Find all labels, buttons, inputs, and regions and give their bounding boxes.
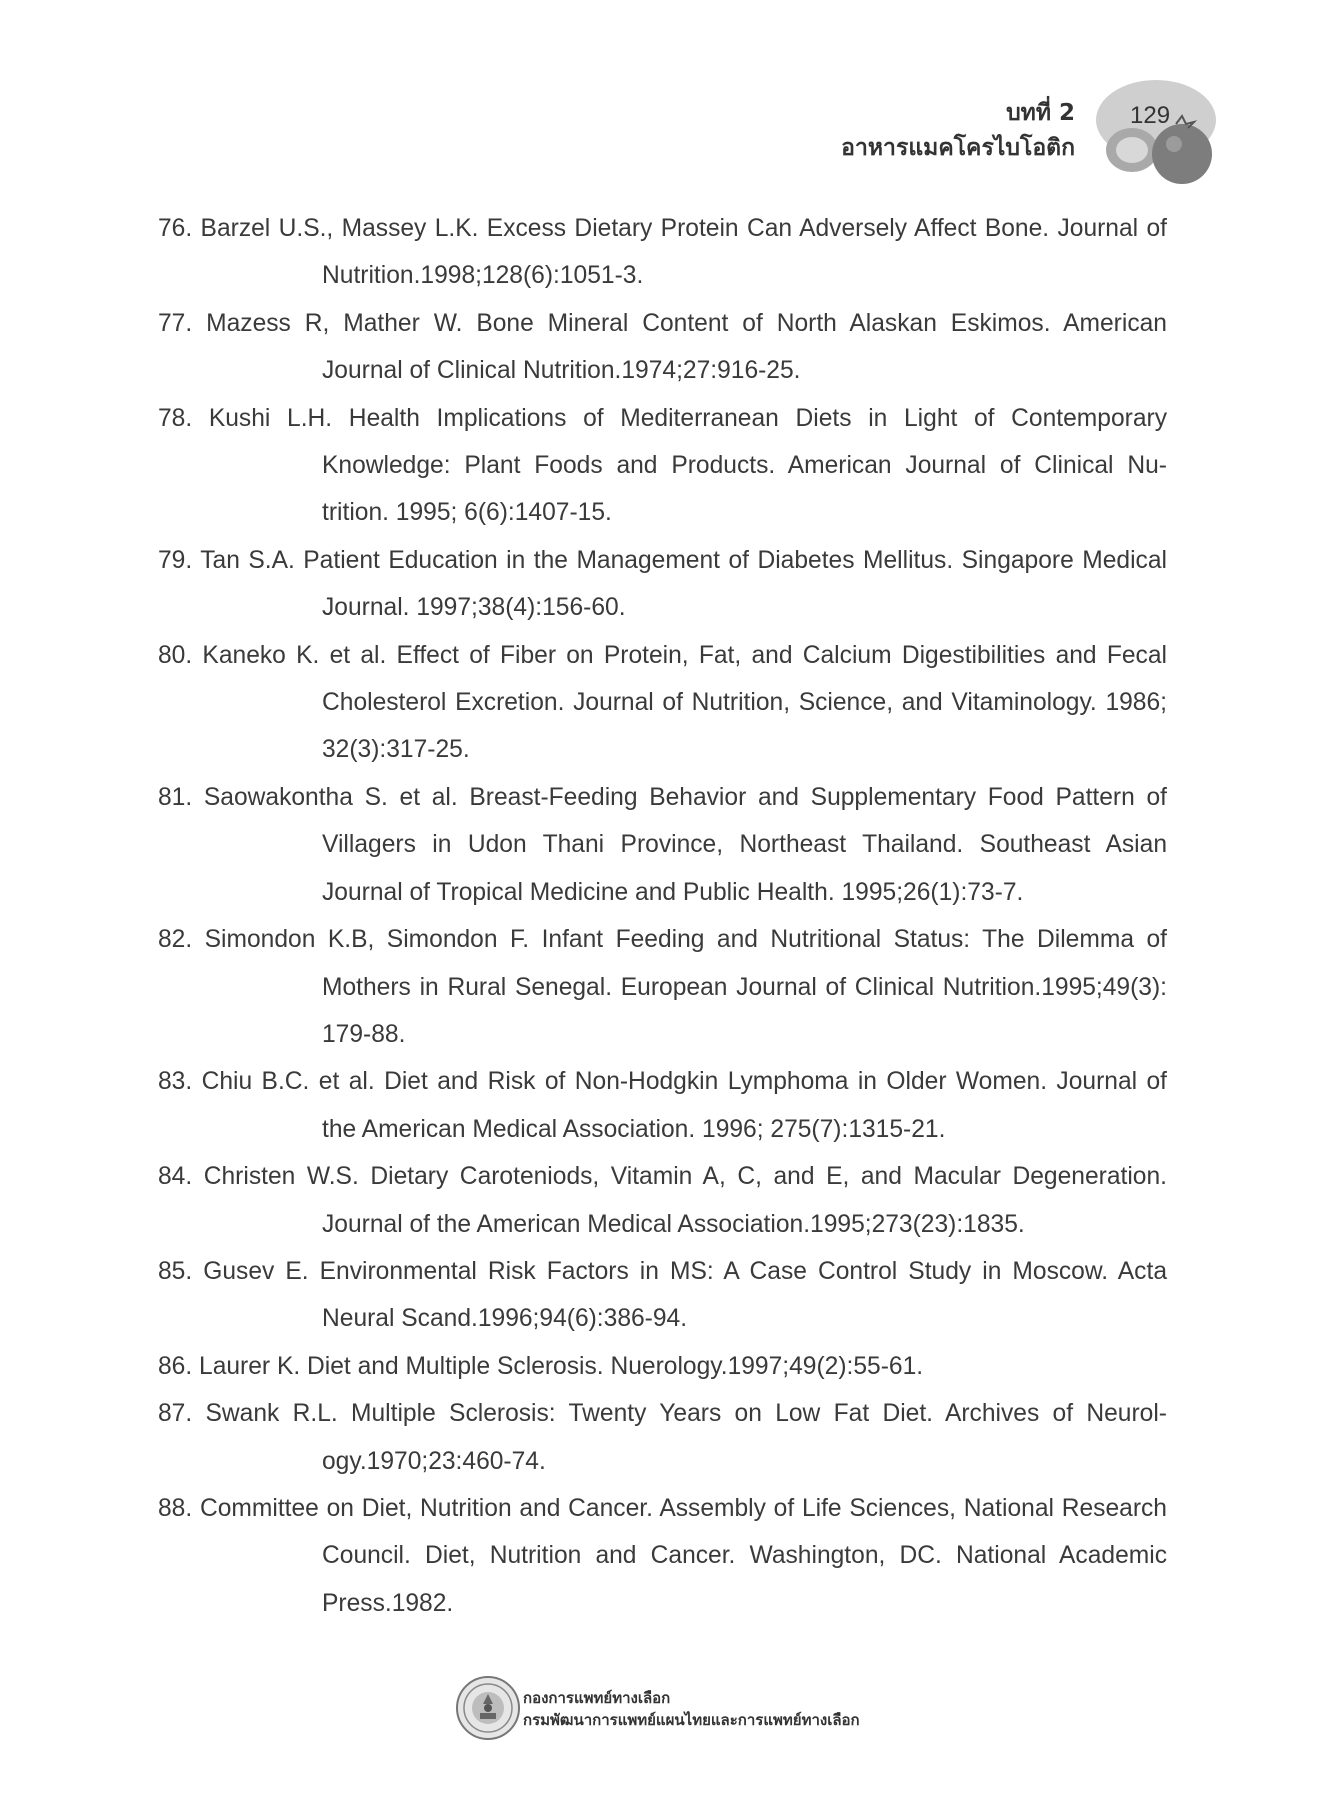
reference-item: 81. Saowakontha S. et al. Breast-Feeding Behavior and Supplementary Food Pattern of Villagers in Udon Thani Province, Northeast Thailand. Southeast Asian Journal of Tropical Medicine and Public Health. 1995;26(1):73-7.: [158, 783, 1167, 906]
footer-department: กรมพัฒนาการแพทย์แผนไทยและการแพทย์ทางเลือก: [523, 1711, 860, 1729]
chapter-label: บทที่ 2: [1006, 100, 1075, 126]
page-number: 129: [1130, 102, 1171, 129]
reference-item: 84. Christen W.S. Dietary Caroteniods, Vitamin A, C, and E, and Macular Degeneration. Journal of the American Medical Association.1995;273(23):1835.: [158, 1163, 1167, 1238]
reference-item: 85. Gusev E. Environmental Risk Factors in MS: A Case Control Study in Moscow. Acta Neural Scand.1996;94(6):386-94.: [158, 1257, 1167, 1333]
reference-item: 82. Simondon K.B, Simondon F. Infant Feeding and Nutritional Status: The Dilemma of Mothers in Rural Senegal. European Journal of Clinical Nutrition.1995;49(3): 179-88.: [158, 926, 1167, 1048]
reference-item: 83. Chiu B.C. et al. Diet and Risk of Non-Hodgkin Lymphoma in Older Women. Journal of the American Medical Association. 1996; 275(7):1315-21.: [158, 1068, 1167, 1143]
reference-item: 86. Laurer K. Diet and Multiple Sclerosis. Nuerology.1997;49(2):55-61.: [158, 1352, 924, 1380]
reference-item: 79. Tan S.A. Patient Education in the Management of Diabetes Mellitus. Singapore Medical Journal. 1997;38(4):156-60.: [158, 546, 1167, 622]
reference-item: 88. Committee on Diet, Nutrition and Cancer. Assembly of Life Sciences, National Research Council. Diet, Nutrition and Cancer. Washington, DC. National Academic Press.1982.: [158, 1494, 1167, 1617]
reference-item: 87. Swank R.L. Multiple Sclerosis: Twenty Years on Low Fat Diet. Archives of Neurol-ogy.1970;23:460-74.: [158, 1400, 1167, 1475]
reference-list: [158, 205, 1167, 1627]
tomato-badge-icon: [1092, 78, 1220, 190]
chapter-header: [841, 96, 1075, 166]
reference-item: 80. Kaneko K. et al. Effect of Fiber on Protein, Fat, and Calcium Digestibilities and Fecal Cholesterol Excretion. Journal of Nutrition, Science, and Vitaminology. 1986; 32(3):317-25.: [158, 641, 1167, 764]
government-seal-icon: [455, 1675, 521, 1741]
reference-item: 76. Barzel U.S., Massey L.K. Excess Dietary Protein Can Adversely Affect Bone. Journal of Nutrition.1998;128(6):1051-3.: [158, 215, 1167, 290]
chapter-title: อาหารแมคโครไบโอติก: [841, 135, 1075, 161]
reference-item: 78. Kushi L.H. Health Implications of Mediterranean Diets in Light of Contemporary Knowledge: Plant Foods and Products. American Journal of Clinical Nu-trition. 1995; 6(6):1407-15.: [158, 404, 1167, 527]
reference-item: 77. Mazess R, Mather W. Bone Mineral Content of North Alaskan Eskimos. American Journal of Clinical Nutrition.1974;27:916-25.: [158, 309, 1167, 385]
footer-org: กองการแพทย์ทางเลือก: [523, 1689, 671, 1707]
